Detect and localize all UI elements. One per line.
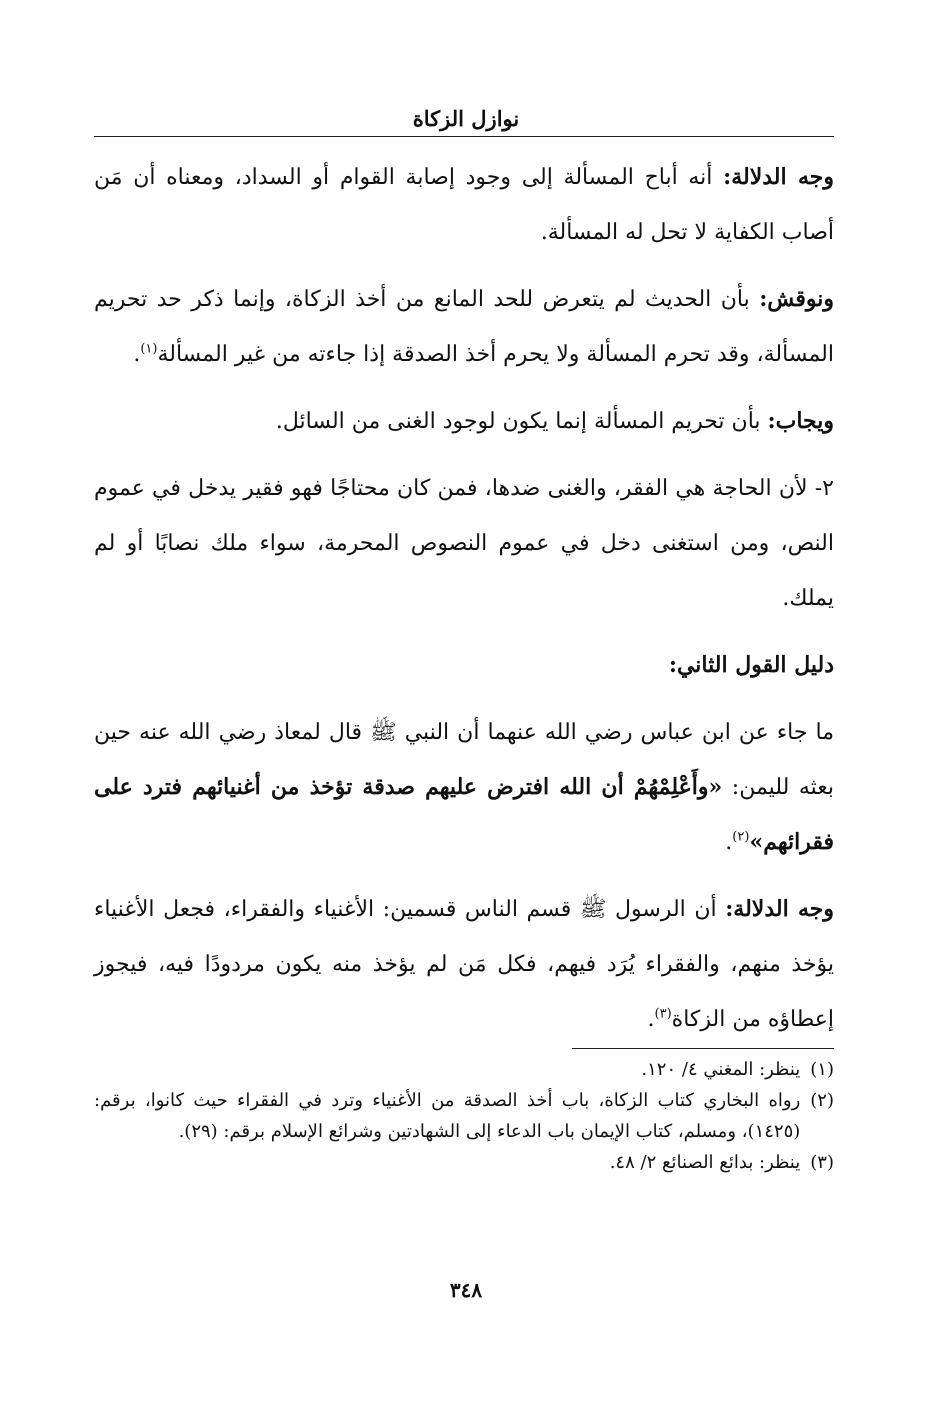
paragraph-end: . — [647, 1007, 655, 1032]
running-header-title: نوازل الزكاة — [412, 106, 520, 131]
paragraph-evidence-1 — [94, 150, 834, 260]
paragraph-response — [94, 394, 834, 449]
paragraph-text: أن الرسول ﷺ قسم الناس قسمين: الأغنياء والفقراء، فجعل الأغنياء يؤخذ منهم، والفقراء يُرَد فيهم، فكل مَن لم يؤخذ منه يكون مردودًا فيه، فيجوز إعطاؤه من الزكاة — [94, 897, 834, 1032]
paragraph-lead: وجه الدلالة: — [723, 164, 834, 190]
paragraph-text: ٢- لأن الحاجة هي الفقر، والغنى ضدها، فمن كان محتاجًا فهو فقير يدخل في عموم النص، ومن استغنى دخل في عموم النصوص المحرمة، سواء ملك نصابًا أو لم يملك. — [94, 476, 834, 611]
paragraph-hadith — [94, 705, 834, 870]
paragraph-text: أنه أباح المسألة إلى وجود إصابة القوام أو السداد، ومعناه أن مَن أصاب الكفاية لا تحل له المسألة. — [94, 165, 834, 245]
footnote-text: ينظر: بدائع الصنائع ٢/ ٤٨. — [609, 1152, 801, 1173]
paragraph-text: بأن الحديث لم يتعرض للحد المانع من أخذ الزكاة، وإنما ذكر حد تحريم المسألة، وقد تحرم المسألة ولا يحرم أخذ الصدقة إذا جاءته من غير المسألة — [94, 287, 834, 367]
footnote-divider — [572, 1048, 834, 1049]
header-divider — [94, 136, 834, 137]
footnote-text: ينظر: المغني ٤/ ١٢٠. — [641, 1059, 801, 1080]
footnote-item — [94, 1147, 834, 1178]
footnote-text: رواه البخاري كتاب الزكاة، باب أخذ الصدقة من الأغنياء وترد في الفقراء حيث كانوا، برقم: (١٤٢٥)، ومسلم، كتاب الإيمان باب الدعاء إلى الشهادتين وشرائع الإسلام برقم: (٢٩). — [94, 1090, 801, 1142]
paragraph-evidence-2 — [94, 882, 834, 1047]
paragraph-lead: ويجاب: — [767, 408, 834, 434]
main-text — [94, 150, 834, 1047]
footnote-number: (١) — [810, 1059, 834, 1080]
footnote-number: (٢) — [810, 1090, 834, 1111]
paragraph-point-2 — [94, 461, 834, 626]
footnote-item — [94, 1054, 834, 1085]
footnote-ref: (٣) — [654, 1006, 672, 1022]
footnotes — [94, 1054, 834, 1178]
footnote-item — [94, 1085, 834, 1147]
paragraph-text: بأن تحريم المسألة إنما يكون لوجود الغنى من السائل. — [275, 409, 768, 434]
page-number: ٣٤٨ — [449, 1278, 483, 1302]
footnote-ref: (١) — [140, 341, 158, 357]
hadith-quote: «وأَعْلِمْهُمْ أن الله افترض عليهم صدقة تؤخذ من أغنيائهم فترد على فقرائهم» — [94, 774, 834, 855]
section-heading: دليل القول الثاني: — [668, 652, 834, 678]
footnote-number: (٣) — [810, 1152, 834, 1173]
paragraph-lead: ونوقش: — [759, 286, 834, 312]
paragraph-end: . — [133, 342, 141, 367]
paragraph-text: ما جاء عن ابن عباس رضي الله عنهما أن النبي ﷺ قال لمعاذ رضي الله عنه حين بعثه لليمن: — [94, 720, 834, 800]
paragraph-lead: وجه الدلالة: — [725, 896, 834, 922]
paragraph-end: . — [725, 830, 733, 855]
footnote-ref: (٢) — [732, 829, 750, 845]
paragraph-objection — [94, 272, 834, 382]
